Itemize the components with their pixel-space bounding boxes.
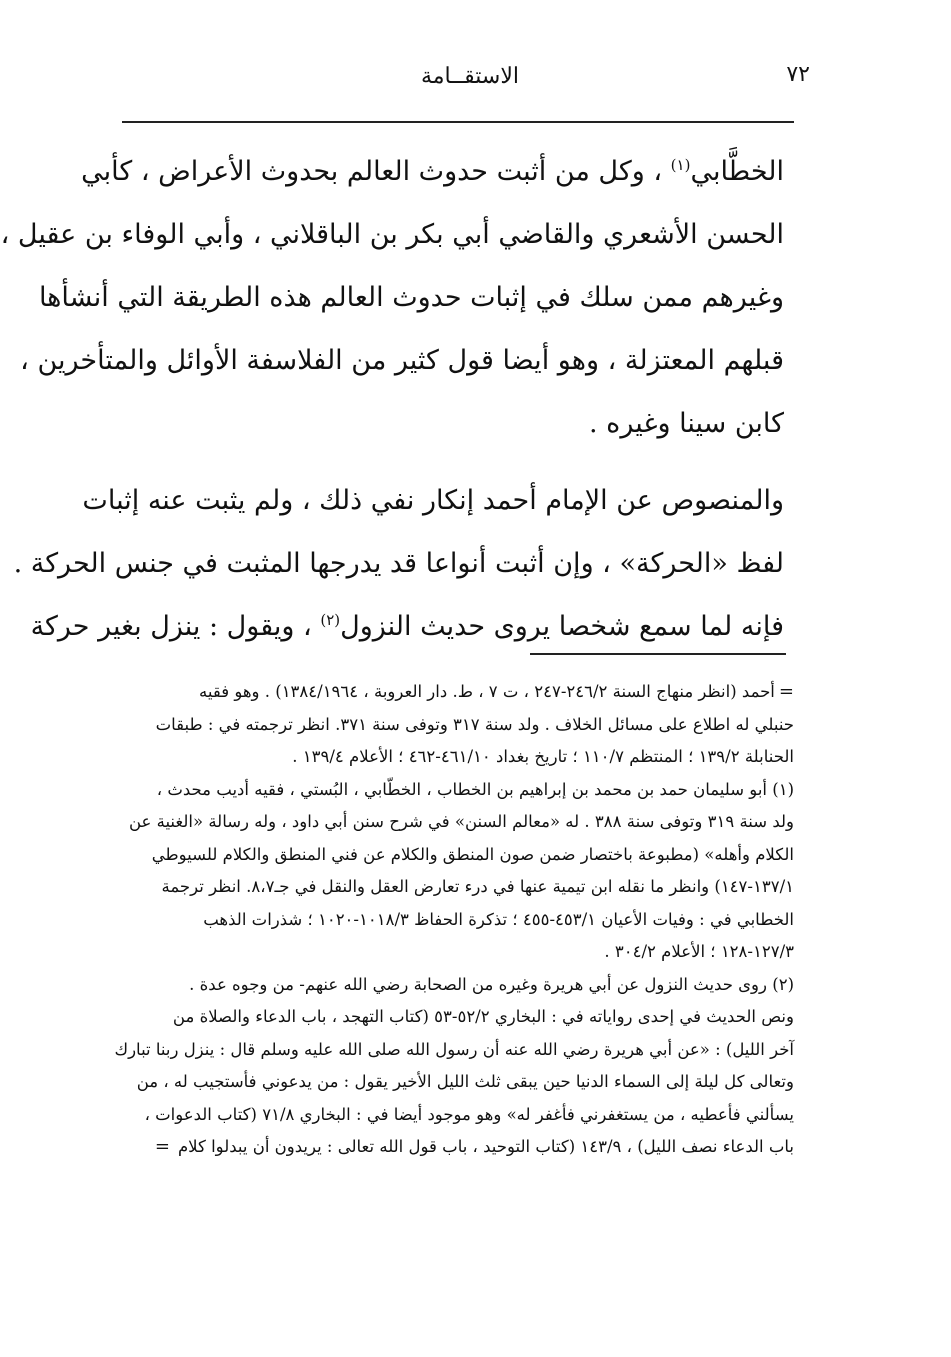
footnote-line: الخطابي في : وفيات الأعيان ٤٥٣/١-٤٥٥ ؛ تذكرة الحفاظ ١٠١٨/٣-١٠٢٠ ؛ شذرات الذهب — [203, 909, 794, 929]
page-number: ٧٢ — [786, 62, 810, 87]
footnotes — [110, 676, 794, 1164]
footnote-line: حنبلي له اطلاع على مسائل الخلاف . ولد سنة ٣١٧ وتوفى سنة ٣٧١. انظر ترجمته في : طبقات — [155, 714, 794, 734]
text-line: فإنه لما سمع شخصا يروى حديث النزول$^{(٢)}$ ، ويقول : ينزل بغير حركة — [30, 611, 784, 642]
footnote-line: ولد سنة ٣١٩ وتوفى سنة ٣٨٨ . له «معالم السنن» في شرح سنن أبي داود ، وله رسالة «الغنية عن — [128, 812, 794, 831]
text-line: الحسن الأشعري والقاضي أبي بكر بن الباقلاني ، وأبي الوفاء بن عقيل ، — [0, 219, 784, 250]
footnote-line: ١٣٧/١-١٤٧) وانظر ما نقله ابن تيمية عنها في درء تعارض العقل والنقل في جـ٨،٧. انظر ترجمة — [161, 877, 794, 896]
text-line: كابن سينا وغيره . — [589, 408, 784, 439]
running-title: الاستقــامة — [420, 64, 520, 89]
footnote-line: (٢) روى حديث النزول عن أبي هريرة وغيره من الصحابة رضي الله عنهم- من وجوه عدة . — [189, 974, 794, 994]
footnote-divider — [530, 653, 786, 655]
text-line: الخطَّابي$^{(١)}$ ، وكل من أثبت حدوث العالم بحدوث الأعراض ، كأبي — [81, 156, 784, 187]
header-divider — [122, 121, 794, 123]
text-line: وغيرهم ممن سلك في إثبات حدوث العالم هذه الطريقة التي أنشأها — [38, 282, 784, 313]
footnote-line: = أحمد (انظر منهاج السنة ٢٤٦/٢-٢٤٧ ، ت ٧ ، ط. دار العروبة ، ١٣٨٤/١٩٦٤) . وهو فقيه — [110, 676, 794, 709]
text-line: لفظ «الحركة» ، وإن أثبت أنواعا قد يدرجها المثبت في جنس الحركة . — [13, 548, 784, 579]
footnote-line: ١٢٧/٣-١٢٨ ؛ الأعلام ٣٠٤/٢ . — [604, 942, 794, 961]
footnote-line: ونص الحديث في إحدى رواياته في : البخاري ٥٢/٢-٥٣ (كتاب التهجد ، باب الدعاء والصلاة من — [172, 1007, 794, 1026]
page-header — [120, 58, 820, 98]
footnote-continued — [110, 676, 794, 774]
text-line: والمنصوص عن الإمام أحمد إنكار نفي ذلك ، ولم يثبت عنه إثبات — [82, 485, 784, 516]
footnote-1 — [110, 774, 794, 969]
footnote-2 — [110, 969, 794, 1164]
paragraph — [13, 469, 784, 658]
footnote-line: آخر الليل) : «عن أبي هريرة رضي الله عنه أن رسول الله صلى الله عليه وسلم قال : ينزل ربنا تبارك — [114, 1039, 794, 1059]
footnote-line: باب الدعاء نصف الليل) ، ١٤٣/٩ (كتاب التوحيد ، باب قول الله تعالى : يريدون أن يبدلوا كلام = — [110, 1131, 794, 1164]
footnote-line: وتعالى كل ليلة إلى السماء الدنيا حين يبقى ثلث الليل الأخير يقول : من يدعوني فأستجيب له ، من — [136, 1072, 794, 1091]
footnote-line: الحنابلة ١٣٩/٢ ؛ المنتظم ١١٠/٧ ؛ تاريخ بغداد ٤٦١/١٠-٤٦٢ ؛ الأعلام ١٣٩/٤ . — [292, 747, 794, 766]
footnote-line: (١) أبو سليمان حمد بن محمد بن إبراهيم بن الخطاب ، الخطّابي ، البُستي ، فقيه أديب محدث ، — [156, 779, 794, 799]
footnote-line: الكلام وأهله» (مطبوعة باختصار ضمن صون المنطق والكلام عن فني المنطق والكلام للسيوطي — [151, 844, 794, 864]
footnote-line: يسألني فأعطيه ، من يستغفرني فأغفر له» وهو موجود أيضا في : البخاري ٧١/٨ (كتاب الدعوات ، — [144, 1104, 794, 1124]
main-text — [0, 140, 784, 658]
text-line: قبلهم المعتزلة ، وهو أيضا قول كثير من الفلاسفة الأوائل والمتأخرين ، — [20, 345, 784, 376]
paragraph — [0, 140, 784, 455]
